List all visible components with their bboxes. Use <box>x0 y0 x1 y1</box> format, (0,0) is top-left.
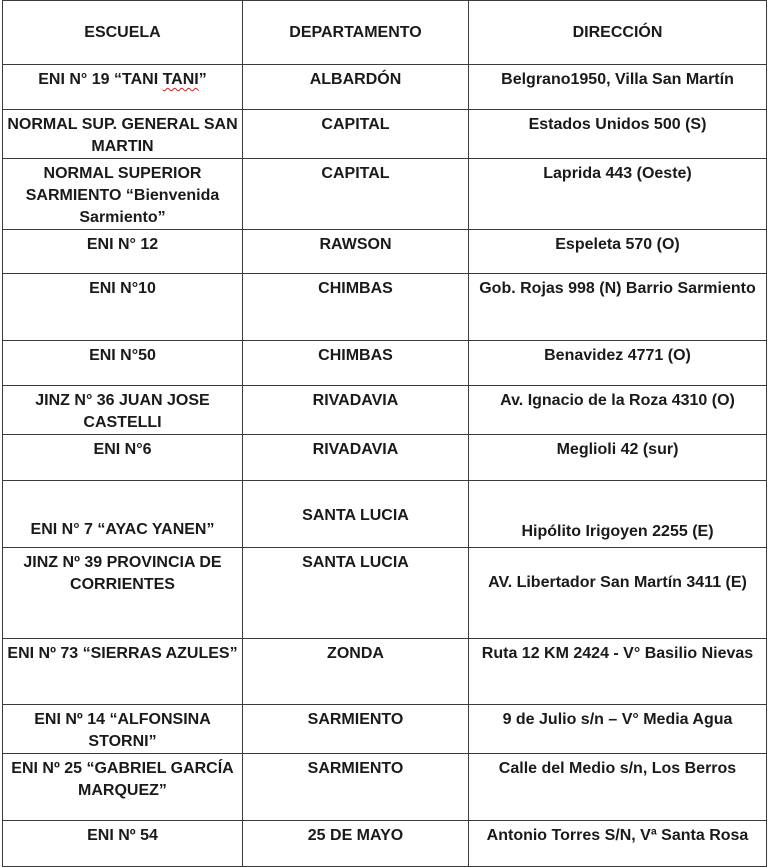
address-cell: Benavidez 4771 (O) <box>469 341 767 386</box>
address-cell: Ruta 12 KM 2424 - V° Basilio Nievas <box>469 639 767 705</box>
department-cell: ZONDA <box>243 639 469 705</box>
department-cell: SARMIENTO <box>243 705 469 754</box>
school-cell: ENI N° 12 <box>3 230 243 274</box>
school-name-part: ENI N° 19 “TANI <box>38 71 163 88</box>
table-row <box>3 481 767 548</box>
table-row <box>3 548 767 639</box>
school-cell: ENI Nº 14 “ALFONSINA STORNI” <box>3 705 243 754</box>
department-cell: SARMIENTO <box>243 754 469 821</box>
school-cell: NORMAL SUPERIOR SARMIENTO “Bienvenida Sarmiento” <box>3 159 243 230</box>
address-cell: Laprida 443 (Oeste) <box>469 159 767 230</box>
school-cell: ENI Nº 54 <box>3 821 243 867</box>
department-cell: SANTA LUCIA <box>243 548 469 639</box>
table-row <box>3 230 767 274</box>
department-cell: CHIMBAS <box>243 274 469 341</box>
address-cell: Calle del Medio s/n, Los Berros <box>469 754 767 821</box>
school-cell: ENI N° 7 “AYAC YANEN” <box>3 481 243 548</box>
address-cell: Hipólito Irigoyen 2255 (E) <box>469 481 767 548</box>
school-cell <box>3 65 243 110</box>
table-row <box>3 159 767 230</box>
table-row <box>3 705 767 754</box>
schools-table <box>2 0 767 867</box>
table-row <box>3 821 767 867</box>
address-cell: Meglioli 42 (sur) <box>469 435 767 481</box>
header-address: DIRECCIÓN <box>469 1 767 65</box>
table-row <box>3 435 767 481</box>
department-cell: CAPITAL <box>243 110 469 159</box>
department-cell: RAWSON <box>243 230 469 274</box>
address-cell: Belgrano1950, Villa San Martín <box>469 65 767 110</box>
department-cell: SANTA LUCIA <box>243 481 469 548</box>
department-cell: ALBARDÓN <box>243 65 469 110</box>
school-cell: ENI N°6 <box>3 435 243 481</box>
school-cell: NORMAL SUP. GENERAL SAN MARTIN <box>3 110 243 159</box>
table-row <box>3 65 767 110</box>
table-row <box>3 386 767 435</box>
table-row <box>3 341 767 386</box>
table-row <box>3 274 767 341</box>
school-name-spellcheck: TANI <box>162 71 199 88</box>
table-row <box>3 110 767 159</box>
table-row <box>3 754 767 821</box>
header-department: DEPARTAMENTO <box>243 1 469 65</box>
department-cell: CHIMBAS <box>243 341 469 386</box>
header-school: ESCUELA <box>3 1 243 65</box>
school-cell: ENI Nº 25 “GABRIEL GARCÍA MARQUEZ” <box>3 754 243 821</box>
department-cell: CAPITAL <box>243 159 469 230</box>
address-cell: 9 de Julio s/n – V° Media Agua <box>469 705 767 754</box>
address-cell: Antonio Torres S/N, Vª Santa Rosa <box>469 821 767 867</box>
school-cell: JINZ N° 36 JUAN JOSE CASTELLI <box>3 386 243 435</box>
school-name-part: ” <box>198 71 207 88</box>
school-cell: ENI Nº 73 “SIERRAS AZULES” <box>3 639 243 705</box>
department-cell: 25 DE MAYO <box>243 821 469 867</box>
table-row <box>3 639 767 705</box>
address-cell: Estados Unidos 500 (S) <box>469 110 767 159</box>
address-cell: Espeleta 570 (O) <box>469 230 767 274</box>
department-cell: RIVADAVIA <box>243 386 469 435</box>
address-cell: Gob. Rojas 998 (N) Barrio Sarmiento <box>469 274 767 341</box>
school-cell: JINZ Nº 39 PROVINCIA DE CORRIENTES <box>3 548 243 639</box>
school-cell: ENI N°10 <box>3 274 243 341</box>
department-cell: RIVADAVIA <box>243 435 469 481</box>
address-cell: Av. Ignacio de la Roza 4310 (O) <box>469 386 767 435</box>
address-cell: AV. Libertador San Martín 3411 (E) <box>469 548 767 639</box>
header-row <box>3 1 767 65</box>
school-cell: ENI N°50 <box>3 341 243 386</box>
